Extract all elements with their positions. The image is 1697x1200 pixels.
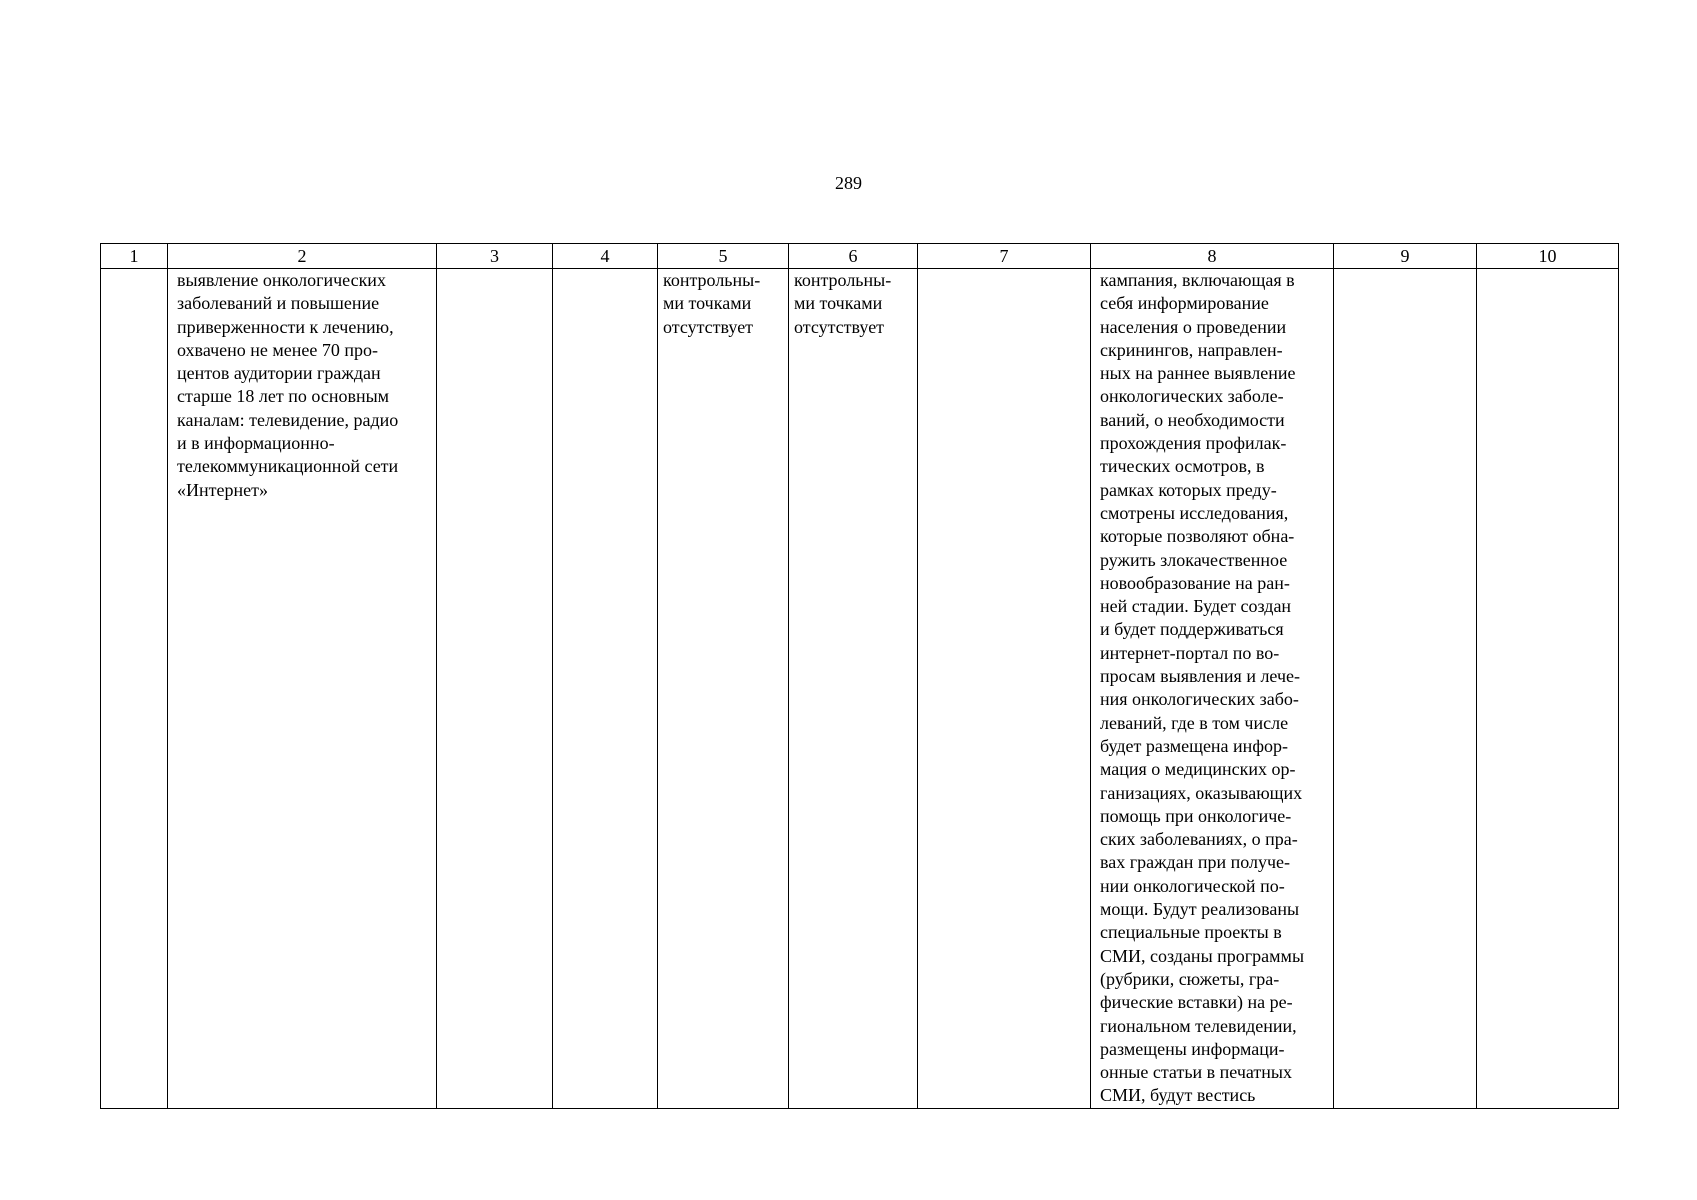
table-cell-col3 bbox=[437, 269, 553, 1109]
table-header-row bbox=[101, 244, 1619, 269]
cell-text-col8: кампания, включающая в себя информирование населения о проведении скринингов, направлен- ных на раннее выявление онкологических заболе- ваний, о необходимости прохождения профилак- тических осмотров, в рамках которых преду- смотрены исследования, которые позволяют обна- ружить злокачественное новообразование на ран- ней стадии. Будет создан и будет поддерживаться интернет-портал по во- просам выявления и лече- ния онкологических забо- леваний, где в том числе будет размещена инфор- мация о медицинских ор- ганизациях, оказывающих помощь при онкологиче- ских заболеваниях, о пра- вах граждан при получе- нии онкологической по- мощи. Будут реализованы специальные проекты в СМИ, созданы программы (рубрики, сюжеты, гра- фические вставки) на ре- гиональном телевидении, размещены информаци- онные статьи в печатных СМИ, будут вестись bbox=[1100, 270, 1305, 1106]
table-cell-col10 bbox=[1477, 269, 1619, 1109]
document-table bbox=[100, 243, 1619, 1109]
column-header-1: 1 bbox=[101, 244, 168, 269]
table-cell-col2 bbox=[168, 269, 437, 1109]
column-header-3: 3 bbox=[437, 244, 553, 269]
column-header-6: 6 bbox=[789, 244, 918, 269]
cell-text-col5: контрольны- ми точками отсутствует bbox=[663, 270, 761, 337]
column-header-9: 9 bbox=[1334, 244, 1477, 269]
table-cell-col4 bbox=[553, 269, 658, 1109]
table-cell-col8 bbox=[1091, 269, 1334, 1109]
table-cell-col5 bbox=[658, 269, 789, 1109]
column-header-8: 8 bbox=[1091, 244, 1334, 269]
column-header-2: 2 bbox=[168, 244, 437, 269]
column-header-5: 5 bbox=[658, 244, 789, 269]
table-cell-col7 bbox=[918, 269, 1091, 1109]
page-number: 289 bbox=[835, 173, 862, 193]
column-header-7: 7 bbox=[918, 244, 1091, 269]
table-cell-col9 bbox=[1334, 269, 1477, 1109]
table-cell-col1 bbox=[101, 269, 168, 1109]
cell-text-col2: выявление онкологических заболеваний и повышение приверженности к лечению, охвачено не менее 70 про- центов аудитории граждан старше 18 лет по основным каналам: телевидение, радио и в информационно- телекоммуникационной сети «Интернет» bbox=[177, 270, 399, 500]
table-cell-col6 bbox=[789, 269, 918, 1109]
column-header-10: 10 bbox=[1477, 244, 1619, 269]
table-row bbox=[101, 269, 1619, 1109]
cell-text-col6: контрольны- ми точками отсутствует bbox=[794, 270, 892, 337]
column-header-4: 4 bbox=[553, 244, 658, 269]
